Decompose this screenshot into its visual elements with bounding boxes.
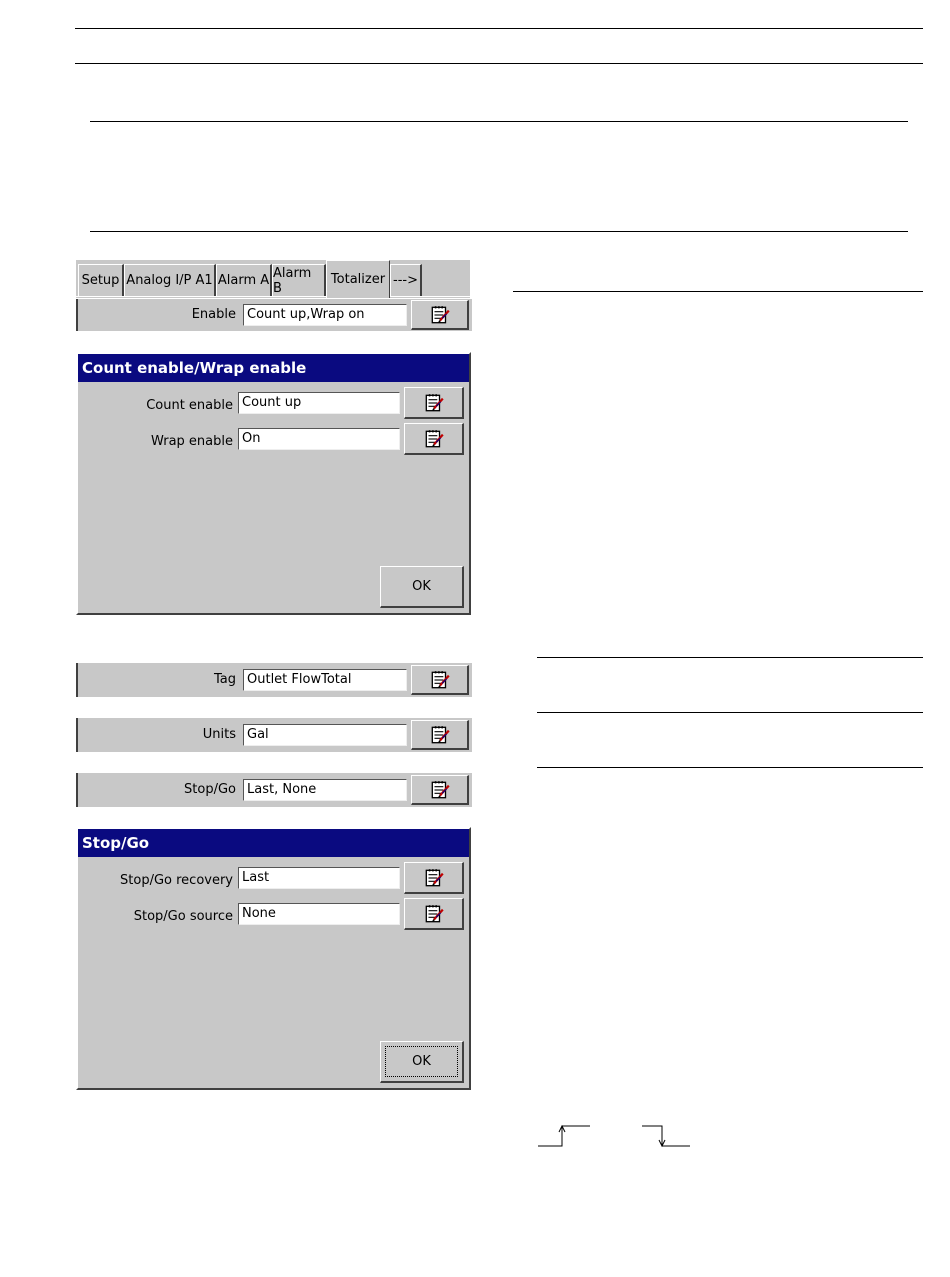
stopgo-source-field[interactable]: None — [238, 903, 400, 925]
tag-field[interactable]: Outlet FlowTotal — [243, 669, 407, 691]
enable-edit-button[interactable] — [411, 300, 469, 330]
falling-edge-icon — [640, 1122, 692, 1150]
tab-setup[interactable]: Setup — [78, 264, 124, 296]
enable-label: Enable — [191, 307, 236, 322]
ok-button[interactable]: OK — [380, 566, 464, 608]
enable-field[interactable]: Count up,Wrap on — [243, 304, 407, 326]
units-label: Units — [202, 727, 236, 742]
edit-notepad-icon — [423, 903, 445, 925]
stopgo-source-label: Stop/Go source — [133, 909, 233, 924]
count-enable-edit-button[interactable] — [404, 387, 464, 419]
tab-totalizer[interactable]: Totalizer — [326, 260, 390, 298]
stopgo-row — [76, 773, 472, 807]
units-row — [76, 718, 472, 752]
count-wrap-dialog — [76, 352, 471, 615]
tag-row — [76, 663, 472, 697]
right-column-rule-1 — [513, 291, 923, 292]
ok-button[interactable]: OK — [380, 1041, 464, 1083]
right-column-rule-2 — [537, 657, 923, 658]
enable-row — [76, 299, 472, 331]
right-column-rule-3 — [537, 712, 923, 713]
section-rule-top — [90, 121, 908, 122]
edit-notepad-icon — [423, 392, 445, 414]
wrap-enable-field[interactable]: On — [238, 428, 400, 450]
rising-edge-icon — [536, 1122, 592, 1150]
tab-alarm-b[interactable]: Alarm B — [272, 264, 326, 296]
edit-notepad-icon — [429, 724, 451, 746]
edit-notepad-icon — [429, 304, 451, 326]
stopgo-recovery-field[interactable]: Last — [238, 867, 400, 889]
stopgo-recovery-label: Stop/Go recovery — [120, 873, 233, 888]
stopgo-source-edit-button[interactable] — [404, 898, 464, 930]
dialog-title: Count enable/Wrap enable — [78, 354, 469, 382]
section-rule-bottom — [90, 231, 908, 232]
tab-analog-input-a1[interactable]: Analog I/P A1 — [124, 264, 216, 296]
tab-bar — [76, 260, 470, 298]
wrap-enable-label: Wrap enable — [150, 434, 233, 449]
tag-edit-button[interactable] — [411, 665, 469, 695]
dialog-title: Stop/Go — [78, 829, 469, 857]
units-edit-button[interactable] — [411, 720, 469, 750]
wrap-enable-edit-button[interactable] — [404, 423, 464, 455]
stopgo-field[interactable]: Last, None — [243, 779, 407, 801]
tab-alarm-a[interactable]: Alarm A — [216, 264, 272, 296]
count-enable-field[interactable]: Count up — [238, 392, 400, 414]
edit-notepad-icon — [423, 867, 445, 889]
edit-notepad-icon — [423, 428, 445, 450]
tag-label: Tag — [213, 672, 236, 687]
count-enable-label: Count enable — [146, 398, 233, 413]
edit-notepad-icon — [429, 779, 451, 801]
stopgo-dialog — [76, 827, 471, 1090]
tab-more-arrow[interactable]: ---> — [390, 264, 422, 296]
stopgo-recovery-edit-button[interactable] — [404, 862, 464, 894]
stopgo-label: Stop/Go — [184, 782, 236, 797]
stopgo-edit-button[interactable] — [411, 775, 469, 805]
edit-notepad-icon — [429, 669, 451, 691]
header-rule-bottom — [75, 63, 923, 64]
units-field[interactable]: Gal — [243, 724, 407, 746]
right-column-rule-4 — [537, 767, 923, 768]
header-rule-top — [75, 28, 923, 29]
